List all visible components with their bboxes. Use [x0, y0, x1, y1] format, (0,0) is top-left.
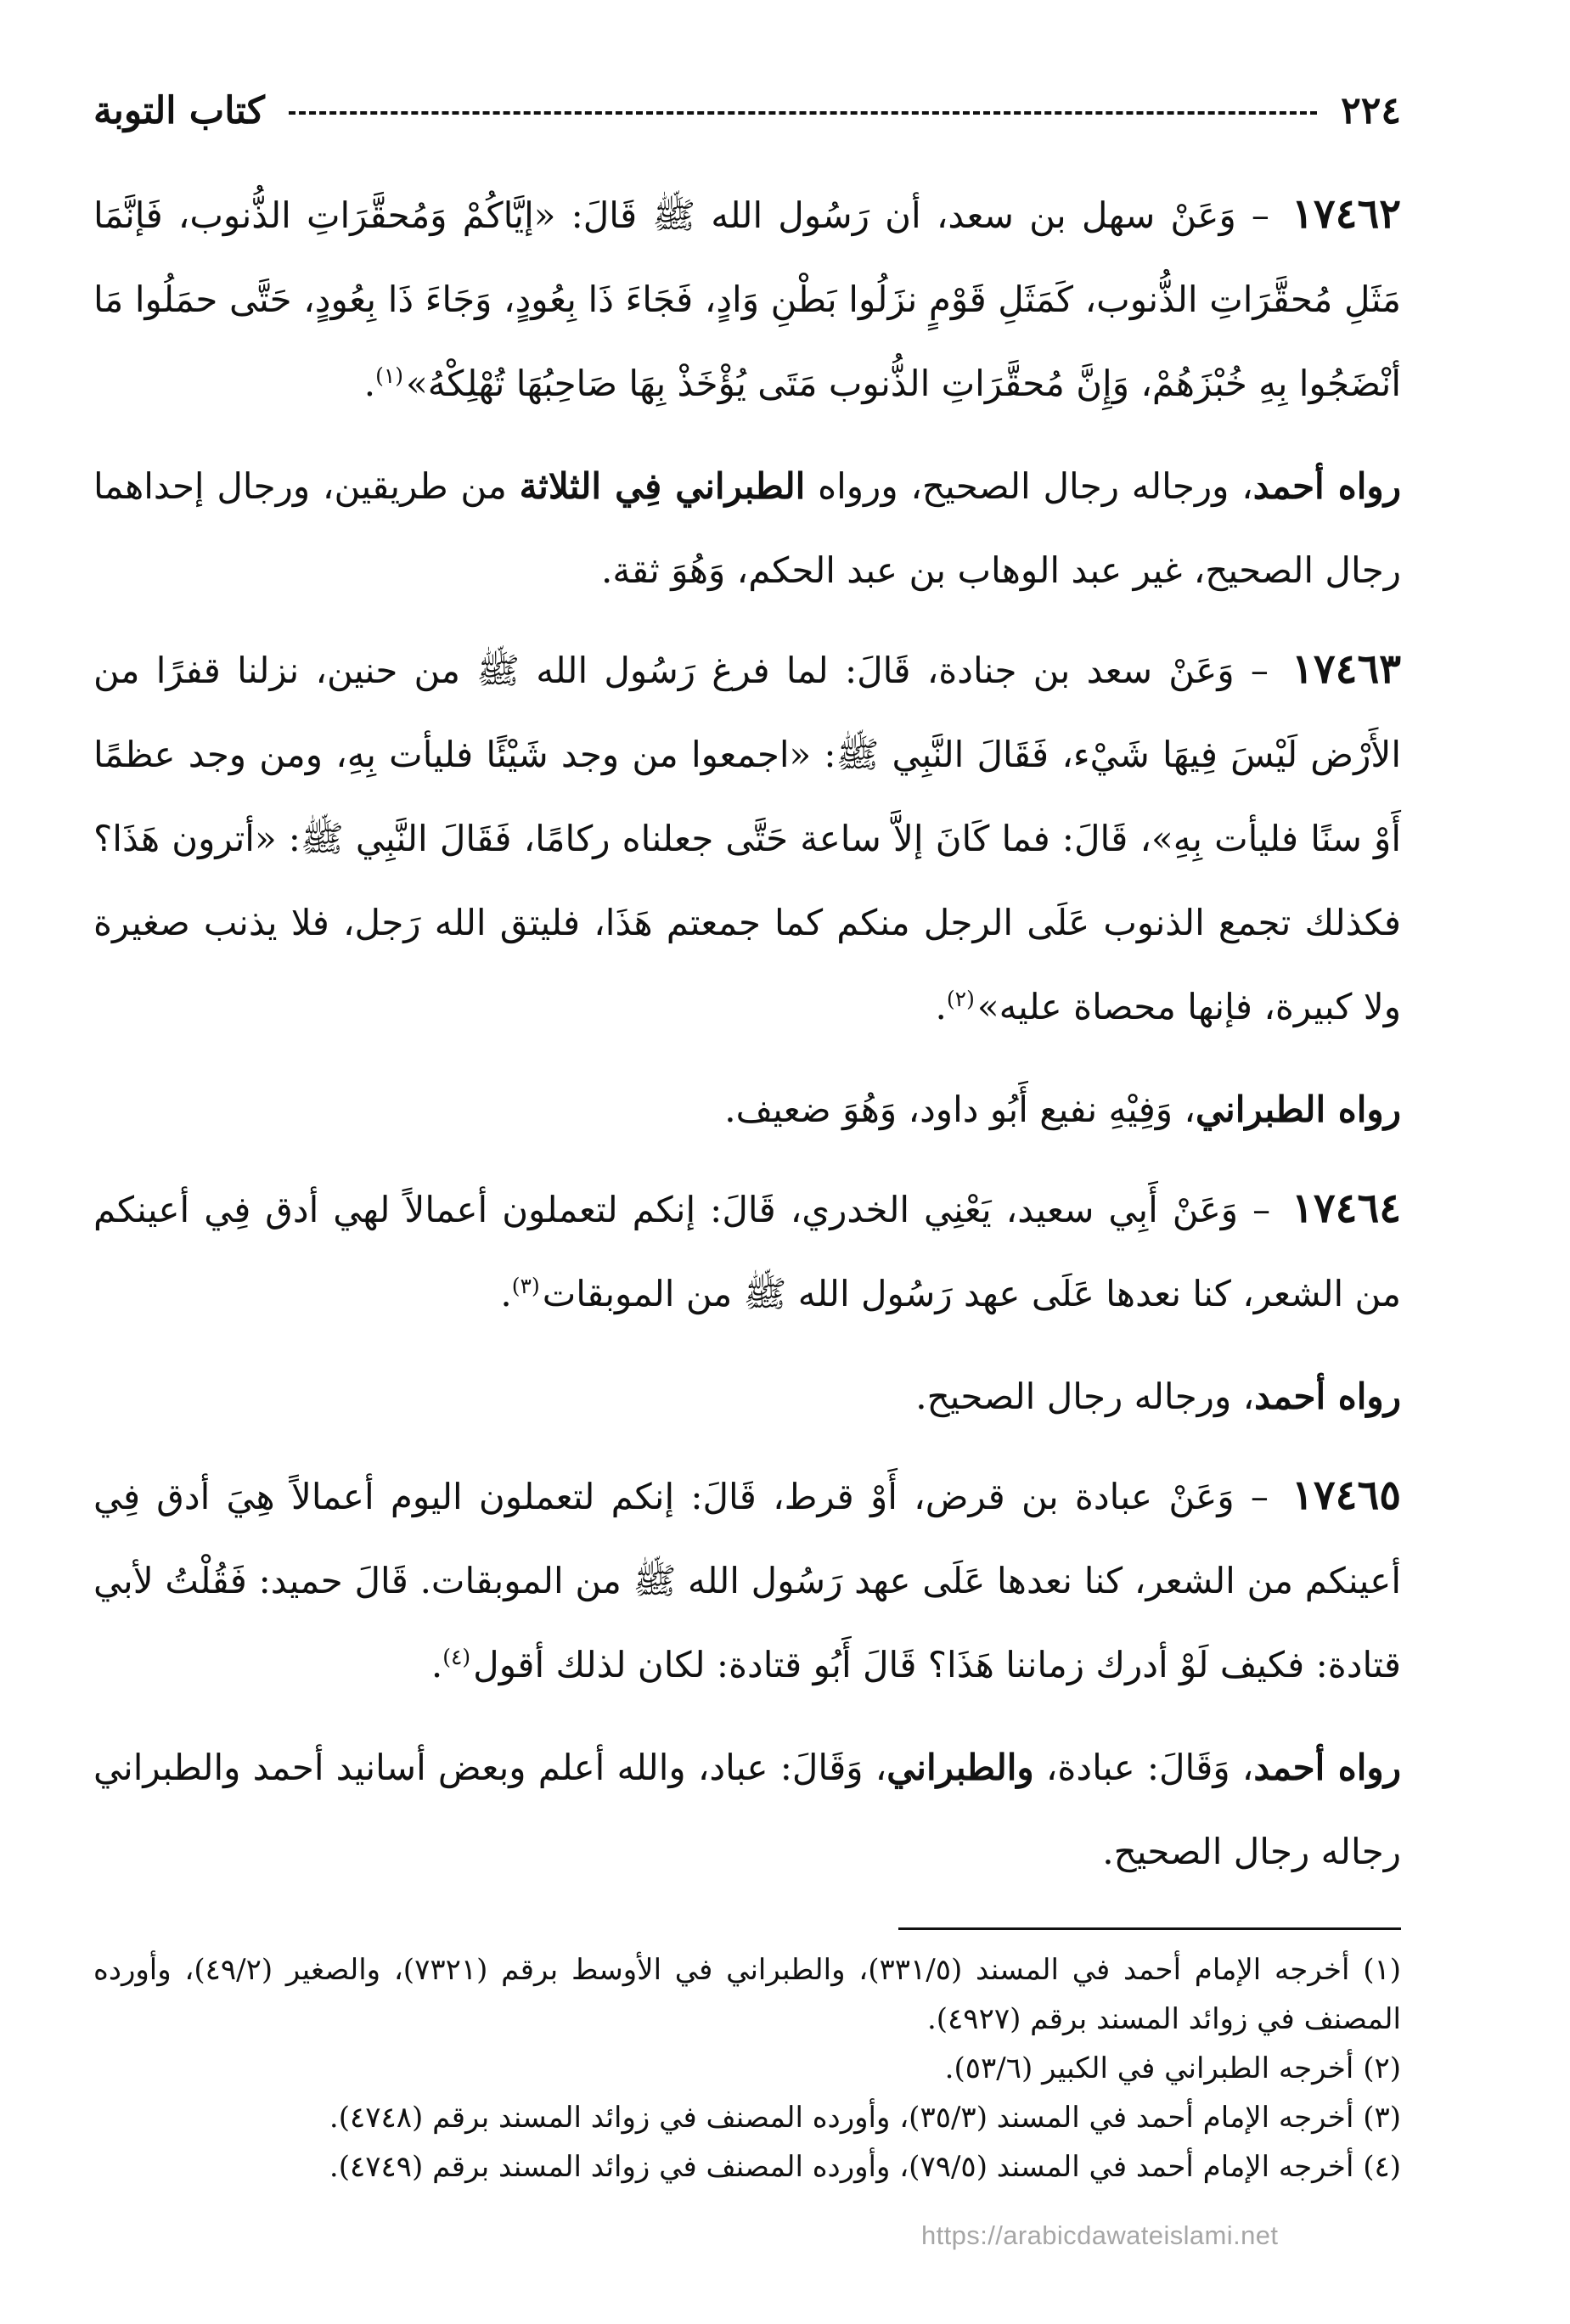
narration-note: [93, 1067, 1401, 1151]
narration-note: [93, 444, 1401, 612]
footnote-item: (٤) أخرجه الإمام أحمد في المسند (٧٩/٥)، وأورده المصنف في زوائد المسند برقم (٤٧٤٩).: [329, 2150, 1401, 2184]
footnote-reference: (٣): [511, 1274, 540, 1298]
hadith-text: – وَعَنْ عبادة بن قرض، أَوْ قرط، قَالَ: إنكم لتعملون اليوم أعمالاً هِيَ أدق فِي أعينكم من الشعر، كنا نعدها عَلَى عهد رَسُول الله ﷺ من الموبقات. قَالَ حميد: فَقُلْتُ لأبي قتادة: فكيف لَوْ أدرك زماننا هَذَا؟ قَالَ أَبُو قتادة: لكان لذلك أقول: [93, 1476, 1401, 1685]
book-title: كتاب التوبة: [93, 89, 265, 132]
footnote-reference: (٤): [442, 1645, 471, 1669]
narration-text: ، وَفِيْهِ نفيع أَبُو داود، وَهُوَ ضعيف.: [724, 1089, 1196, 1130]
header-dashed-rule: [289, 111, 1317, 115]
narrator-strong-text: رواه أحمد: [1254, 1376, 1401, 1417]
narration-text: ، ورجاله رجال الصحيح، ورواه: [805, 465, 1253, 507]
hadith-number: ١٧٤٦٣: [1291, 645, 1401, 693]
period: .: [430, 1644, 443, 1685]
narrator-strong-text: الطبراني فِي الثلاثة: [519, 465, 806, 507]
hadith-text: – وَعَنْ سعد بن جنادة، قَالَ: لما فرغ رَسُول الله ﷺ من حنين، نزلنا قفرًا من الأَرْض لَيْسَ فِيهَا شَيْء، فَقَالَ النَّبِي ﷺ: «اجمعوا من وجد شَيْئًا فليأت بِهِ، ومن وجد عظمًا أَوْ سنًا فليأت بِهِ»، قَالَ: فما كَانَ إلاَّ ساعة حَتَّى جعلناه ركامًا، فَقَالَ النَّبِي ﷺ: «أترون هَذَا؟ فكذلك تجمع الذنوب عَلَى الرجل منكم كما جمعتم هَذَا، فليتق الله رَجل، فلا يذنب صغيرة ولا كبيرة، فإنها محصاة عليه»: [93, 650, 1401, 1027]
narrator-strong-text: رواه أحمد: [1253, 1747, 1401, 1788]
hadith-entry: [93, 1454, 1401, 1707]
footnotes-section: [93, 1927, 1401, 2192]
hadith-entry: [93, 1167, 1401, 1336]
narrator-strong-text: رواه الطبراني: [1196, 1089, 1401, 1130]
footnote-reference: (١): [375, 363, 404, 388]
narration-text: ، ورجاله رجال الصحيح.: [915, 1376, 1255, 1417]
hadith-number: ١٧٤٦٤: [1291, 1185, 1401, 1232]
footnote-item: (٣) أخرجه الإمام أحمد في المسند (٣٥/٣)، وأورده المصنف في زوائد المسند برقم (٤٧٤٨).: [329, 2101, 1401, 2135]
source-watermark: https://arabicdawateislami.net: [921, 2220, 1279, 2250]
hadith-number: ١٧٤٦٢: [1291, 190, 1401, 238]
narration-text: من طريقين، ورجال إحداهما رجال الصحيح، غير عبد الوهاب بن عبد الحكم، وَهُوَ ثقة.: [93, 465, 1401, 591]
footnote-item: (١) أخرجه الإمام أحمد في المسند (٣٣١/٥)، والطبراني في الأوسط برقم (٧٣٢١)، والصغير (٤٩/٢)، وأورده المصنف في زوائد المسند برقم (٤٩٢٧).: [93, 1953, 1402, 2036]
period: .: [363, 363, 376, 404]
narration-text: ، وَقَالَ: عبادة،: [1033, 1747, 1254, 1788]
page-number: ٢٢٤: [1341, 89, 1401, 132]
period: .: [935, 986, 947, 1027]
hadith-text-section: [93, 172, 1401, 1894]
hadith-entry: [93, 627, 1401, 1049]
book-page: [93, 81, 1401, 2280]
narration-text: ، وَقَالَ: عباد، والله أعلم وبعض أسانيد أحمد والطبراني رجاله رجال الصحيح.: [93, 1747, 1401, 1872]
period: .: [500, 1273, 512, 1314]
narration-note: [93, 1354, 1401, 1438]
running-header: [93, 81, 1401, 142]
footnote-divider: [898, 1927, 1401, 1930]
narration-note: [93, 1725, 1401, 1894]
footnote-reference: (٢): [946, 987, 975, 1011]
narrator-strong-text: رواه أحمد: [1252, 465, 1401, 507]
hadith-entry: [93, 172, 1401, 425]
hadith-number: ١٧٤٦٥: [1291, 1471, 1401, 1519]
footnote-item: (٢) أخرجه الطبراني في الكبير (٥٣/٦).: [944, 2051, 1401, 2085]
narrator-strong-text: والطبراني: [886, 1747, 1034, 1788]
hadith-text: – وَعَنْ أَبِي سعيد، يَعْنِي الخدري، قَالَ: إنكم لتعملون أعمالاً لهي أدق فِي أعينكم من الشعر، كنا نعدها عَلَى عهد رَسُول الله ﷺ من الموبقات: [93, 1189, 1401, 1314]
hadith-text: – وَعَنْ سهل بن سعد، أن رَسُول الله ﷺ قَالَ: «إيَّاكُمْ وَمُحقَّرَاتِ الذُّنوب، فَإنَّمَا مَثَلِ مُحقَّرَاتِ الذُّنوب، كَمَثَلِ قَوْمٍ نزَلُوا بَطْنِ وَادٍ، فَجَاءَ ذَا بِعُودٍ، وَجَاءَ ذَا بِعُودٍ، حَتَّى حمَلُوا مَا أنْضَجُوا بِهِ خُبْزَهُمْ، وَإِنَّ مُحقَّرَاتِ الذُّنوب مَتَى يُؤْخَذْ بِهَا صَاحِبُهَا تُهْلِكْهُ»: [93, 194, 1401, 404]
